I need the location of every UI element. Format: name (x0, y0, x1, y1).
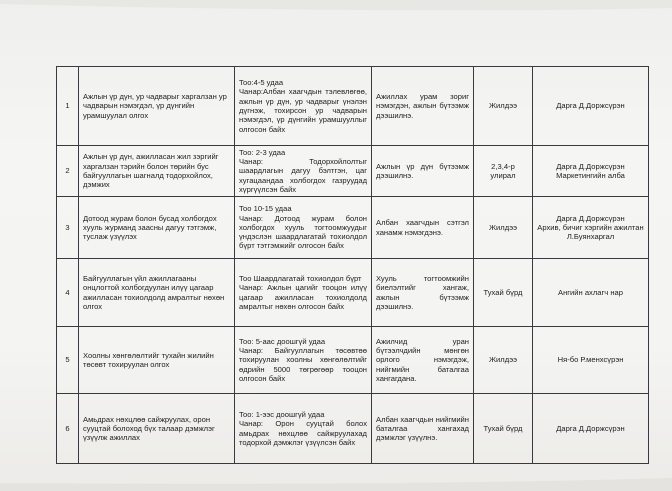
result-cell: Ажлын үр дүн бүтээмж дээшилнэ. (372, 146, 474, 197)
criteria-quantity: Тоо Шаардлагатай тохиолдол бүрт (239, 273, 362, 283)
responsible-cell (533, 146, 649, 197)
criteria-quantity: Тоо:4-5 удаа (239, 78, 284, 88)
responsible-person: Дарга Д.Доржсүрэн (556, 423, 625, 433)
row-number: 5 (57, 327, 79, 394)
term-cell: Жилдээ (474, 327, 533, 394)
criteria-quality: Чанар: Орон сууцтай болох амьдрах нөхцлөө сайжруулахад тодорхой дэмжлэг үзүүлсэн байх (239, 419, 367, 447)
criteria-cell (235, 146, 372, 197)
term-cell: Тухай бүрд (474, 394, 533, 464)
task-cell: Амьдрах нөхцлөө сайжруулах, орон сууцтай болоход бүх талаар дэмжлэг үзүүлж ажиллах (79, 394, 235, 464)
task-cell: Хоолны хөнгөлөлтийг тухайн жилийн төсөвт тохируулан олгох (79, 327, 235, 394)
row-number: 3 (57, 197, 79, 259)
criteria-cell (235, 67, 372, 146)
responsible-cell (533, 394, 649, 464)
row-number: 6 (57, 394, 79, 464)
plan-table (56, 66, 649, 464)
responsible-person: Архив, бичиг хэргийн ажилтан Л.Буянхаргал (537, 222, 644, 242)
responsible-person: Ня-бо Р.менхсүрэн (557, 355, 624, 365)
table-row (57, 259, 649, 327)
criteria-quality: Чанар: Ажлын цагийг тооцон илүү цагаар ажилласан тохиолдолд амралтыг нөхөн олгосон байх (239, 283, 367, 311)
result-cell: Хууль тогтоомжийн биелэлтийг хангаж, ажлын бүтээмж дээшилнэ. (372, 259, 474, 327)
result-cell: Ажилчид уран бүтээлчдийн мөнгөн орлого нэмэгдэж, нийгмийн баталгаа хангагдана. (372, 327, 474, 394)
result-cell: Албан хаагчдын сэтгэл ханамж нэмэгдэнэ. (372, 197, 474, 259)
row-number: 1 (57, 67, 79, 146)
responsible-person: Дарга Д.Доржсүрэн (556, 101, 625, 111)
responsible-cell (533, 327, 649, 394)
task-cell: Байгууллагын үйл ажиллагааны онцлогтой холбогдуулан илүү цагаар ажилласан тохиолдолд амралтыг нөхөн олгох (79, 259, 235, 327)
criteria-quantity: Тоо: 1-ээс доошгүй удаа (239, 409, 325, 419)
criteria-cell (235, 197, 372, 259)
responsible-person: Дарга Д.Доржсүрэн (556, 161, 625, 171)
criteria-quantity: Тоо: 5-аас доошгүй удаа (239, 336, 326, 346)
row-number: 2 (57, 146, 79, 197)
term-cell: Тухай бүрд (474, 259, 533, 327)
term-cell: Жилдээ (474, 67, 533, 146)
result-cell: Ажиллах урам зориг нэмэгдэн, ажлын бүтээмж дээшилнэ. (372, 67, 474, 146)
table-row (57, 146, 649, 197)
table-row (57, 394, 649, 464)
table-row (57, 327, 649, 394)
criteria-quality: Чанар: Дотоод журам болон холбогдох хууль тогтоомжуудыг үндэслэн шаардлагатай тохиолдол бүрт тэтгэмжийг олгосон байх (239, 213, 367, 251)
responsible-person: Ангийн ахлагч нар (558, 287, 623, 297)
responsible-cell (533, 259, 649, 327)
table-row (57, 67, 649, 146)
result-cell: Албан хаагчдын нийгмийн баталгаа хангахад дэмжлэг үзүүлнэ. (372, 394, 474, 464)
task-cell: Дотоод журам болон бусад холбогдох хууль журманд заасны дагуу тэтгэмж, туслаж үзүүлэх (79, 197, 235, 259)
responsible-cell (533, 67, 649, 146)
criteria-cell (235, 327, 372, 394)
criteria-quality: Чанар:Албан хаагчдын тэлевлөгөө, ажлын үр дүн, ур чадварыг үнэлэн дүгнэж, тохирсон ур чадварын нэмэгдэл, үр дүнгийн урамшууллыг олгосон байх (239, 87, 367, 134)
criteria-cell (235, 394, 372, 464)
criteria-quantity: Тоо 10-15 удаа (239, 204, 292, 214)
term-cell: Жилдээ (474, 197, 533, 259)
term-cell: 2,3,4-р улирал (474, 146, 533, 197)
table-row (57, 197, 649, 259)
responsible-person: Дарга Д.Доржсүрэн (556, 213, 625, 223)
responsible-unit: Маркетингийн алба (556, 171, 625, 180)
criteria-quality: Чанар: Байгууллагын төсөвтөө тохируулан хоолны хөнгөлөлтийг өдрийн 5000 төгрөгөөр тооцон олгосон байх (239, 346, 367, 383)
criteria-quantity: Тоо: 2-3 удаа (239, 147, 286, 157)
criteria-quality: Чанар: Тодорхойлолтыг шаардлагын дагуу бэлтгэн, цаг хугацаандаа холбогдох газруудад хүргүүлсэн байх (239, 157, 367, 194)
responsible-cell (533, 197, 649, 259)
criteria-cell (235, 259, 372, 327)
row-number: 4 (57, 259, 79, 327)
task-cell: Ажлын үр дүн, ажилласан жил зэргийг харгалзан тэрийн болон төрийн бус байгууллагын шагналд тодорхойлох, дэмжих (79, 146, 235, 197)
task-cell: Ажлын үр дүн, ур чадварыг харгалзан ур чадварын нэмэгдэл, үр дүнгийн урамшуулал олгох (79, 67, 235, 146)
